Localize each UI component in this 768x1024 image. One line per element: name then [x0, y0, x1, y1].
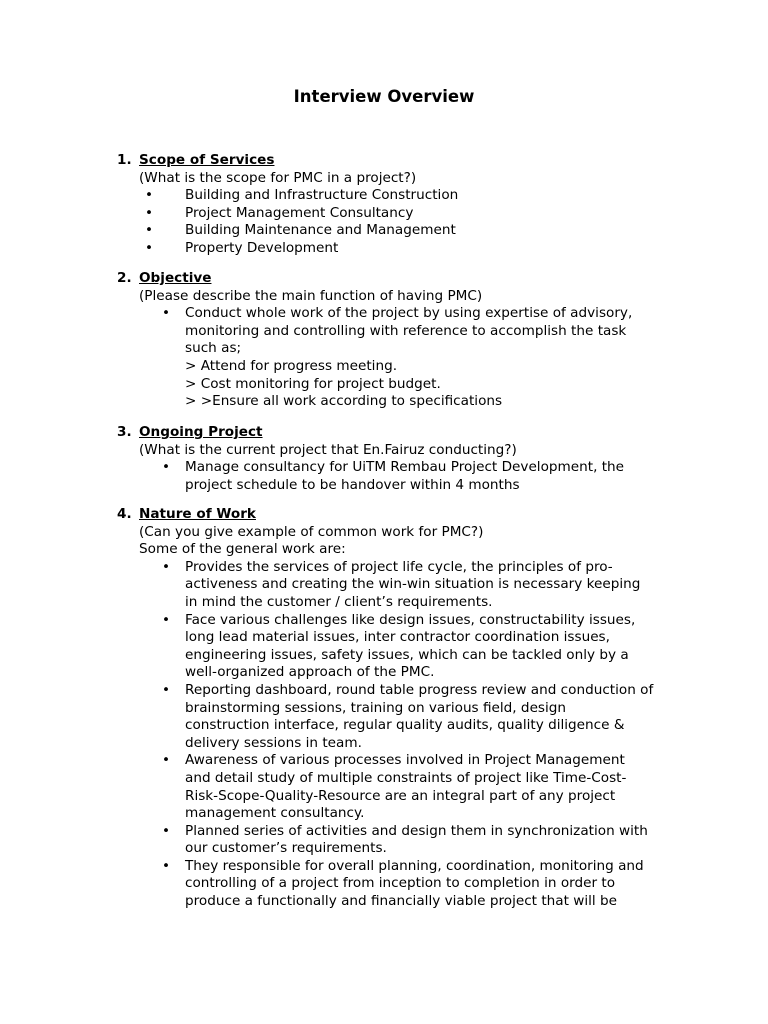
section-number: 4.: [117, 506, 132, 522]
bullet-icon: •: [145, 187, 154, 204]
list-item: [117, 823, 697, 858]
bullet-icon: •: [145, 222, 154, 239]
bullet-icon: •: [145, 239, 154, 256]
list-item-text: Project Management Consultancy: [185, 204, 414, 221]
list-item-line: construction interface, regular quality audits, quality diligence &: [185, 717, 625, 734]
bullet-icon: •: [162, 857, 171, 874]
list-item-text: Building and Infrastructure Construction: [185, 187, 459, 204]
list-item-line: brainstorming sessions, training on various field, design: [185, 699, 567, 716]
section-scope-of-services: [117, 152, 697, 258]
bullet-icon: •: [162, 558, 171, 575]
list-item-line: Risk-Scope-Quality-Resource are an integral part of any project: [185, 787, 616, 804]
list-item-line: produce a functionally and financially viable project that will be: [185, 893, 618, 910]
bullet-icon: •: [162, 752, 171, 769]
list-item-line: Awareness of various processes involved in Project Management: [185, 752, 625, 769]
section-question: (What is the scope for PMC in a project?): [139, 169, 417, 186]
list-item: [117, 612, 697, 682]
sub-note: > Attend for progress meeting.: [185, 357, 398, 374]
list-item-line: management consultancy.: [185, 805, 365, 822]
list-item: [117, 222, 697, 240]
section-title: Scope of Services: [139, 152, 275, 168]
list-item: [117, 305, 697, 358]
section-question: (What is the current project that En.Fairuz conducting?): [139, 441, 517, 458]
list-item: [117, 187, 697, 205]
bullet-icon: •: [162, 459, 171, 476]
list-item-line: Reporting dashboard, round table progress review and conduction of: [185, 681, 654, 698]
sub-note: > >Ensure all work according to specifications: [185, 393, 503, 410]
list-item-line: delivery sessions in team.: [185, 734, 362, 751]
list-item-line: Manage consultancy for UiTM Rembau Project Development, the: [185, 459, 625, 476]
section-number: 3.: [117, 424, 132, 440]
list-item-line: and detail study of multiple constraints of project like Time-Cost-: [185, 769, 627, 786]
list-item-line: monitoring and controlling with reference to accomplish the task: [185, 322, 627, 339]
list-item-line: controlling of a project from inception to completion in order to: [185, 875, 616, 892]
bullet-icon: •: [162, 611, 171, 628]
list-item-line: well-organized approach of the PMC.: [185, 664, 435, 681]
list-item-line: long lead material issues, inter contractor coordination issues,: [185, 629, 610, 646]
list-item: [117, 459, 697, 494]
list-item: [117, 858, 697, 911]
sub-note: > Cost monitoring for project budget.: [185, 375, 441, 392]
list-item-line: activeness and creating the win-win situation is necessary keeping: [185, 576, 641, 593]
list-item-line: engineering issues, safety issues, which can be tackled only by a: [185, 646, 629, 663]
page-title: Interview Overview: [293, 87, 475, 106]
section-objective: [117, 270, 697, 411]
section-title: Nature of Work: [139, 506, 256, 522]
list-item-line: They responsible for overall planning, coordination, monitoring and: [185, 857, 644, 874]
section-intro: Some of the general work are:: [139, 541, 346, 558]
list-item-line: Planned series of activities and design them in synchronization with: [185, 822, 648, 839]
section-nature-of-work: [117, 506, 697, 911]
list-item: [117, 205, 697, 223]
section-title: Objective: [139, 270, 212, 286]
list-item-line: Face various challenges like design issues, constructability issues,: [185, 611, 636, 628]
list-item-text: Building Maintenance and Management: [185, 222, 456, 239]
bullet-icon: •: [162, 681, 171, 698]
list-item: [117, 682, 697, 752]
section-question: (Can you give example of common work for PMC?): [139, 523, 484, 540]
list-item-line: in mind the customer / client’s requirements.: [185, 593, 493, 610]
list-item: [117, 752, 697, 822]
section-ongoing-project: [117, 424, 697, 494]
list-item: [117, 559, 697, 612]
section-heading: [117, 506, 697, 524]
section-question: (Please describe the main function of having PMC): [139, 287, 483, 304]
list-item-line: our customer’s requirements.: [185, 840, 387, 857]
bullet-icon: •: [145, 204, 154, 221]
section-number: 1.: [117, 152, 132, 168]
list-item-line: Provides the services of project life cycle, the principles of pro-: [185, 558, 613, 575]
list-item-line: project schedule to be handover within 4 months: [185, 476, 520, 493]
bullet-icon: •: [162, 305, 171, 322]
list-item-text: Property Development: [185, 239, 339, 256]
section-number: 2.: [117, 270, 132, 286]
section-title: Ongoing Project: [139, 424, 263, 440]
list-item: [117, 240, 697, 258]
list-item-line: Conduct whole work of the project by using expertise of advisory,: [185, 305, 633, 322]
section-heading: [117, 152, 697, 170]
section-heading: [117, 424, 697, 442]
list-item-line: such as;: [185, 340, 242, 357]
section-heading: [117, 270, 697, 288]
bullet-icon: •: [162, 822, 171, 839]
